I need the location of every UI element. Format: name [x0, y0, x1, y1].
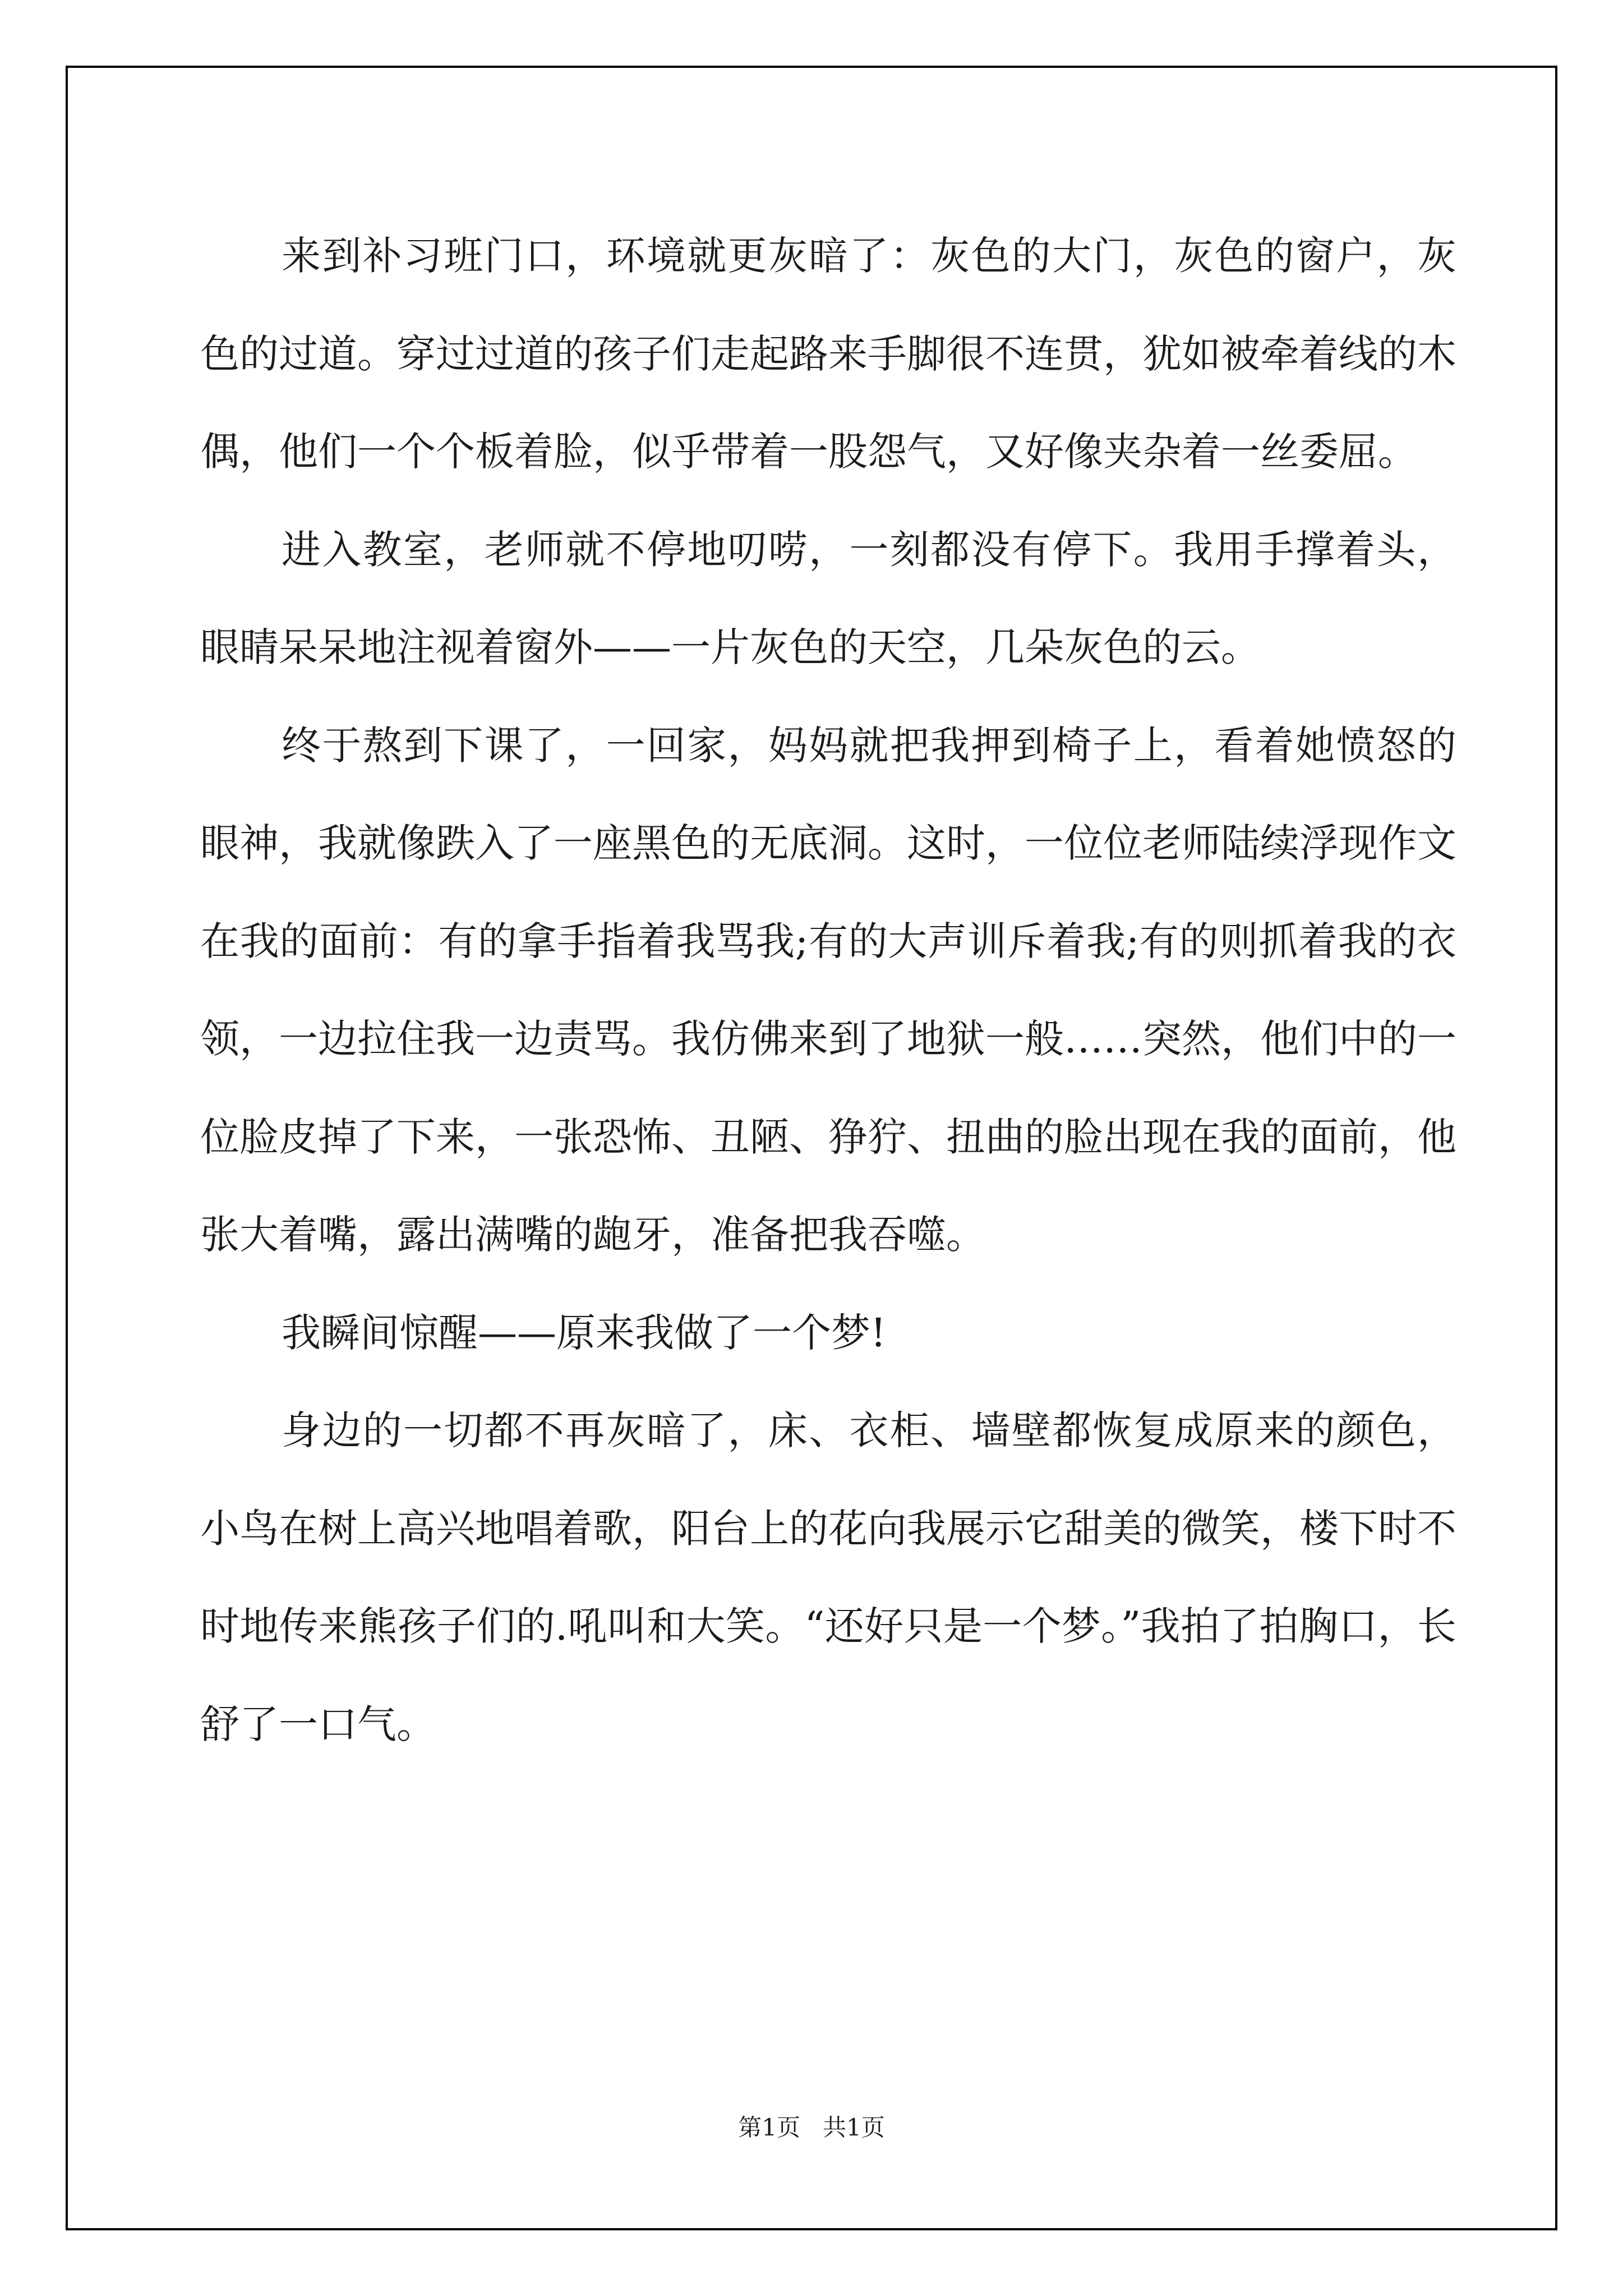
- paragraph-4: 我瞬间惊醒——原来我做了一个梦!: [282, 1309, 887, 1356]
- paragraph-3: 终于熬到下课了，一回家，妈妈就把我押到椅子上，看着她愤怒的眼神，我就像跌入了一座黑色的无底洞。这时，一位位老师陆续浮现作文在我的面前：有的拿手指着我骂我;有的大声训斥着我;有的则抓着我的衣领，一边拉住我一边责骂。我仿佛来到了地狱一般……突然，他们中的一位脸皮掉了下来，一张恐怖、丑陋、狰狞、扭曲的脸出现在我的面前，他张大着嘴，露出满嘴的龅牙，准备把我吞噬。: [200, 722, 1456, 1258]
- paragraph-5: 身边的一切都不再灰暗了，床、衣柜、墙壁都恢复成原来的颜色，小鸟在树上高兴地唱着歌，阳台上的花向我展示它甜美的微笑，楼下时不时地传来熊孩子们的.吼叫和大笑。“还好只是一个梦。”我拍了拍胸口，长舒了一口气。: [200, 1407, 1456, 1747]
- page-number-footer: 第1页 共1页: [738, 2114, 885, 2141]
- paragraph-1: 来到补习班门口，环境就更灰暗了：灰色的大门，灰色的窗户，灰色的过道。穿过过道的孩子们走起路来手脚很不连贯，犹如被牵着线的木偶，他们一个个板着脸，似乎带着一股怨气，又好像夹杂着一丝委屈。: [200, 233, 1456, 475]
- paragraph-2: 进入教室，老师就不停地叨唠，一刻都没有停下。我用手撑着头，眼睛呆呆地注视着窗外——一片灰色的天空，几朵灰色的云。: [200, 526, 1456, 670]
- document-body: [200, 207, 1456, 1773]
